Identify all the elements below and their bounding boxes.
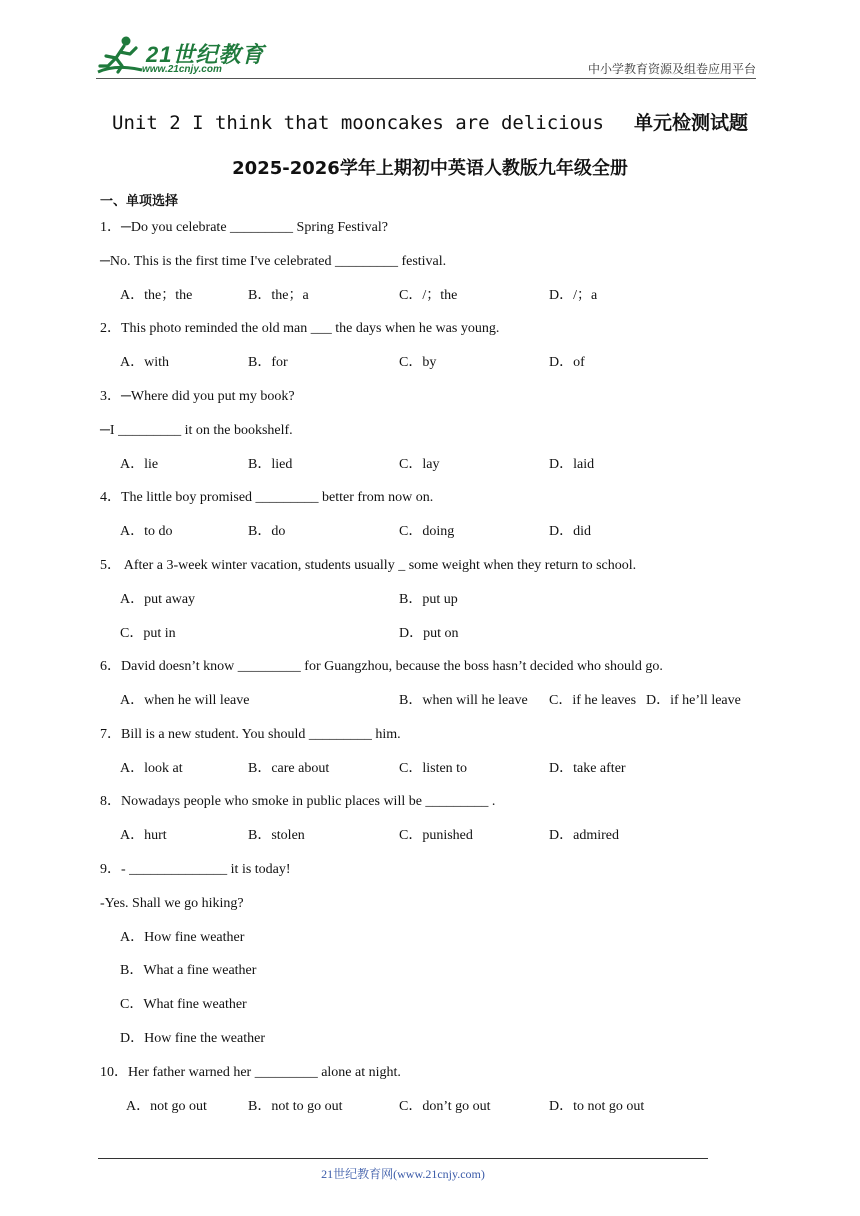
question-2-option-d: D．of (549, 355, 585, 370)
question-4-stem: 4．The little boy promised _________ better from now on. (100, 490, 434, 505)
question-2-option-a: A．with (120, 355, 169, 370)
footer-divider (98, 1158, 708, 1159)
question-10-option-b: B．not to go out (248, 1099, 343, 1114)
question-3-option-a: A．lie (120, 457, 159, 472)
question-3-stem: 3．─Where did you put my book? (100, 389, 295, 404)
brand-url: www.21cnjy.com (142, 64, 222, 75)
question-10-option-d: D．to not go out (549, 1099, 645, 1114)
question-1-stem: 1．─Do you celebrate _________ Spring Festival? (100, 220, 388, 235)
title-chinese: 单元检测试题 (633, 112, 748, 134)
question-1-option-d: D．/；a (549, 288, 598, 303)
question-5-stem: 5． After a 3-week winter vacation, students usually _ some weight when they return to school. (100, 558, 637, 573)
running-figure-icon (96, 34, 146, 78)
question-9-option-d: D．How fine the weather (120, 1031, 266, 1046)
platform-caption: 中小学教育资源及组卷应用平台 (587, 62, 756, 76)
site-logo (96, 34, 266, 78)
question-10-stem: 10．Her father warned her _________ alone at night. (100, 1065, 401, 1080)
section-heading: 一、单项选择 (100, 194, 179, 209)
question-5-option-b: B．put up (399, 592, 458, 607)
question-7-option-a: A．look at (120, 761, 183, 776)
question-1-option-b: B．the；a (248, 288, 309, 303)
question-9-option-c: C．What fine weather (120, 997, 247, 1012)
header-divider (96, 78, 756, 79)
question-8-option-a: A．hurt (120, 828, 167, 843)
question-8-option-c: C．punished (399, 828, 473, 843)
question-4-option-b: B．do (248, 524, 286, 539)
question-7-option-c: C．listen to (399, 761, 468, 776)
document-title (0, 108, 860, 135)
footer-link[interactable]: 21世纪教育网(www.21cnjy.com) (321, 1167, 485, 1181)
question-4-option-d: D．did (549, 524, 591, 539)
question-6-option-c: C．if he leaves (549, 693, 637, 708)
question-1-option-c: C．/；the (399, 288, 458, 303)
question-3-option-c: C．lay (399, 457, 440, 472)
question-5-option-a: A．put away (120, 592, 196, 607)
question-9-stem: 9．- ______________ it is today! (100, 862, 291, 877)
question-3-option-d: D．laid (549, 457, 595, 472)
question-7-option-d: D．take after (549, 761, 626, 776)
question-10-option-c: C．don’t go out (399, 1099, 491, 1114)
document-subtitle: 2025-2026学年上期初中英语人教版九年级全册 (232, 158, 628, 179)
brand-name: 21世纪教育 (146, 42, 265, 67)
question-2-stem: 2．This photo reminded the old man ___ the days when he was young. (100, 321, 500, 336)
question-10-option-a: A．not go out (126, 1099, 207, 1114)
question-6-option-b: B．when will he leave (399, 693, 528, 708)
question-5-option-c: C．put in (120, 626, 176, 641)
question-3-option-b: B．lied (248, 457, 293, 472)
question-7-option-b: B．care about (248, 761, 330, 776)
question-7-stem: 7．Bill is a new student. You should _________ him. (100, 727, 401, 742)
question-9-answer-line: -Yes. Shall we go hiking? (100, 896, 244, 911)
question-1-option-a: A．the；the (120, 288, 193, 303)
question-9-option-b: B．What a fine weather (120, 963, 257, 978)
question-2-option-c: C．by (399, 355, 437, 370)
question-8-option-b: B．stolen (248, 828, 305, 843)
question-5-option-d: D．put on (399, 626, 459, 641)
question-9-option-a: A．How fine weather (120, 930, 245, 945)
question-3-answer-line: ─I _________ it on the bookshelf. (100, 423, 293, 438)
question-6-option-a: A．when he will leave (120, 693, 250, 708)
question-8-option-d: D．admired (549, 828, 619, 843)
question-6-stem: 6．David doesn’t know _________ for Guangzhou, because the boss hasn’t decided who should go. (100, 659, 663, 674)
question-4-option-c: C．doing (399, 524, 455, 539)
title-english: Unit 2 I think that mooncakes are delicious (112, 112, 604, 134)
question-2-option-b: B．for (248, 355, 288, 370)
question-1-answer-line: ─No. This is the first time I've celebrated _________ festival. (100, 254, 447, 269)
question-6-option-d: D．if he’ll leave (646, 693, 741, 708)
question-8-stem: 8．Nowadays people who smoke in public places will be _________ . (100, 794, 496, 809)
question-4-option-a: A．to do (120, 524, 173, 539)
